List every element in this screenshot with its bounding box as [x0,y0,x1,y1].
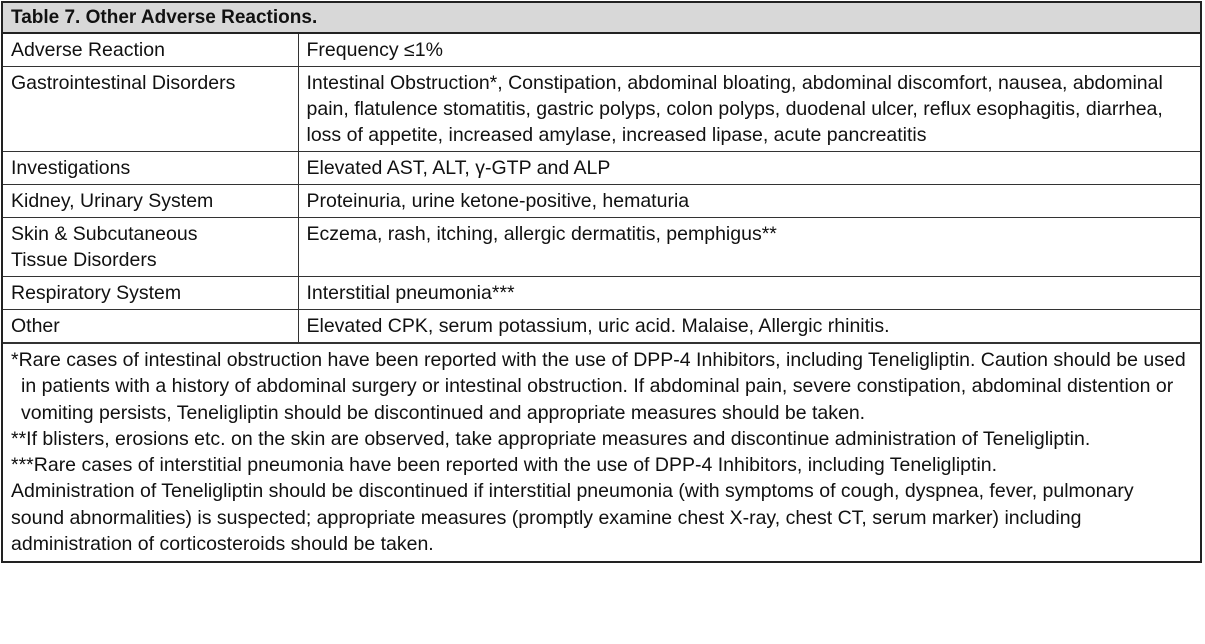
footnote-skin-blisters: **If blisters, erosions etc. on the skin are observed, take appropriate measures and discontinue administration of Teneligliptin. [11,427,1091,450]
footnote-interstitial-pneumonia: ***Rare cases of interstitial pneumonia have been reported with the use of DPP-4 Inhibitors, including Teneligliptin. [11,454,998,477]
row-category: Skin & Subcutaneous Tissue Disorders [3,218,298,277]
table-row [3,67,1200,152]
table-row [3,218,1200,277]
row-reactions: Elevated CPK, serum potassium, uric acid. Malaise, Allergic rhinitis. [298,310,1200,343]
table-header-row [3,34,1200,67]
table-row [3,310,1200,343]
row-reactions: Eczema, rash, itching, allergic dermatitis, pemphigus** [298,218,1200,277]
row-category: Respiratory System [3,277,298,310]
row-reactions: Elevated AST, ALT, γ-GTP and ALP [298,152,1200,185]
adverse-reactions-grid [3,34,1200,343]
row-category: Kidney, Urinary System [3,185,298,218]
header-adverse-reaction: Adverse Reaction [3,34,298,67]
row-category: Investigations [3,152,298,185]
row-reactions: Proteinuria, urine ketone-positive, hematuria [298,185,1200,218]
table-footnotes [3,343,1200,561]
footnote-pneumonia-management: Administration of Teneligliptin should be discontinued if interstitial pneumonia (with symptoms of cough, dyspnea, fever, pulmonary sound abnormalities) is suspected; appropriate measures (promptly examine chest X-ray, chest CT, serum marker) including administration of corticosteroids should be taken. [11,480,1134,556]
footnote-intestinal-obstruction: *Rare cases of intestinal obstruction have been reported with the use of DPP-4 Inhibitors, including Teneligliptin. Caution should be used in patients with a history of abdominal surgery or intestinal obstruction. If abdominal pain, severe constipation, abdominal distention or vomiting persists, Teneligliptin should be discontinued and appropriate measures should be taken. [11,349,1186,424]
table-row [3,152,1200,185]
table-row [3,277,1200,310]
table-row [3,185,1200,218]
adverse-reactions-table [1,1,1202,563]
header-frequency: Frequency ≤1% [298,34,1200,67]
row-reactions: Interstitial pneumonia*** [298,277,1200,310]
row-reactions: Intestinal Obstruction*, Constipation, abdominal bloating, abdominal discomfort, nausea, abdominal pain, flatulence stomatitis, gastric polyps, colon polyps, duodenal ulcer, reflux esophagitis, diarrhea, loss of appetite, increased amylase, increased lipase, acute pancreatitis [298,67,1200,152]
row-category: Other [3,310,298,343]
table-title: Table 7. Other Adverse Reactions. [3,3,1200,34]
row-category: Gastrointestinal Disorders [3,67,298,152]
